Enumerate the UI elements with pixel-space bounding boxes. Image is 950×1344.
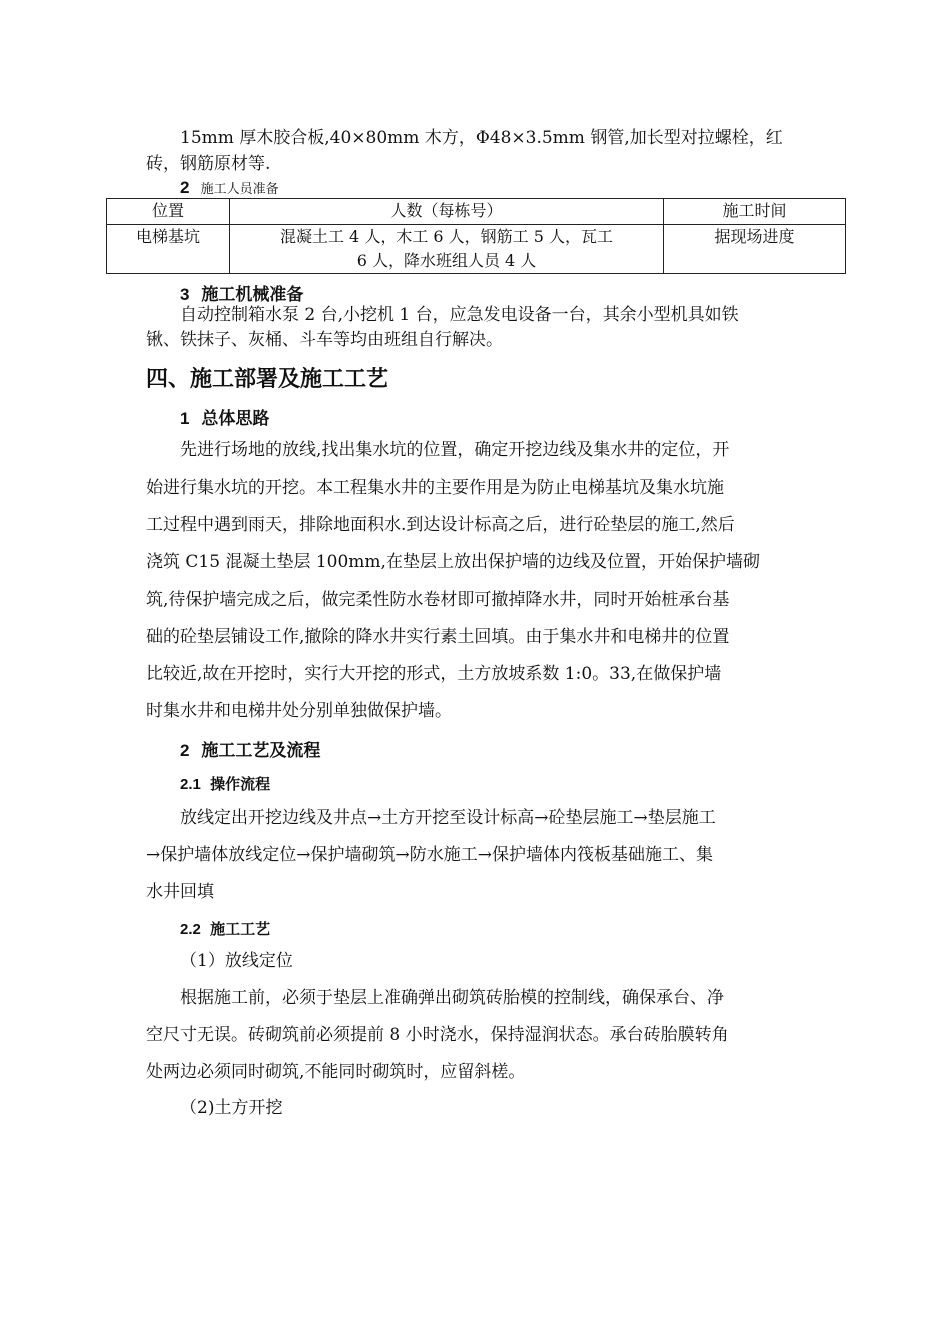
subsection-title: 操作流程 bbox=[210, 775, 271, 793]
techniques-line-3: 处两边必须同时砌筑,不能同时砌筑时，应留斜槎。 bbox=[146, 1062, 526, 1082]
header-location: 位置 bbox=[107, 199, 230, 225]
subsection-number: 2.2 bbox=[180, 921, 201, 938]
cell-time: 据现场进度 bbox=[664, 225, 846, 274]
overall-line-8: 时集水井和电梯井处分别单独做保护墙。 bbox=[146, 701, 452, 721]
overall-line-7: 比较近,故在开挖时，实行大开挖的形式，土方放坡系数 1:0。33,在做保护墙 bbox=[146, 664, 722, 684]
table-row bbox=[107, 225, 846, 274]
item-excavation-heading: （2)土方开挖 bbox=[180, 1098, 283, 1118]
cell-workers-line-1: 混凝土工 4 人，木工 6 人，钢筋工 5 人，瓦工 bbox=[279, 227, 614, 246]
techniques-line-1: 根据施工前，必须于垫层上准确弹出砌筑砖胎模的控制线，确保承台、净 bbox=[180, 988, 724, 1008]
subsection-heading-workflow bbox=[180, 773, 270, 794]
section-number: 2 bbox=[180, 741, 190, 760]
table-header-row bbox=[107, 199, 846, 225]
subsection-title: 施工工艺 bbox=[210, 920, 271, 938]
header-workers: 人数（每栋号） bbox=[230, 199, 664, 225]
subsection-heading-techniques bbox=[180, 918, 270, 939]
chapter-title: 四、施工部署及施工工艺 bbox=[146, 366, 389, 392]
overall-line-6: 础的砼垫层铺设工作,撤除的降水井实行素土回填。由于集水井和电梯井的位置 bbox=[146, 627, 730, 647]
workflow-line-2: →保护墙体放线定位→保护墙砌筑→防水施工→保护墙体内筏板基础施工、集 bbox=[146, 845, 713, 865]
section-heading-process bbox=[180, 736, 320, 761]
cell-workers bbox=[230, 225, 664, 274]
materials-line-2: 砖，钢筋原材等. bbox=[146, 154, 271, 174]
techniques-line-2: 空尺寸无误。砖砌筑前必须提前 8 小时浇水，保持湿润状态。承台砖胎膜转角 bbox=[146, 1025, 729, 1045]
overall-line-5: 筑,待保护墙完成之后，做完柔性防水卷材即可撤掉降水井，同时开始桩承台基 bbox=[146, 590, 730, 610]
overall-line-2: 始进行集水坑的开挖。本工程集水井的主要作用是为防止电梯基坑及集水坑施 bbox=[146, 478, 724, 498]
workflow-line-1: 放线定出开挖边线及井点→土方开挖至设计标高→砼垫层施工→垫层施工 bbox=[180, 808, 716, 828]
subsection-number: 2.1 bbox=[180, 776, 201, 793]
cell-workers-line-2: 6 人，降水班组人员 4 人 bbox=[356, 251, 537, 270]
staff-table bbox=[106, 198, 846, 274]
section-title: 总体思路 bbox=[201, 409, 270, 429]
section-number: 2 bbox=[180, 178, 190, 197]
section-heading-overall bbox=[180, 404, 269, 429]
section-title: 施工机械准备 bbox=[201, 285, 304, 305]
section-title: 施工工艺及流程 bbox=[201, 741, 321, 761]
header-time: 施工时间 bbox=[664, 199, 846, 225]
section-heading-staff bbox=[180, 178, 279, 198]
section-number: 1 bbox=[180, 409, 190, 428]
section-title: 施工人员准备 bbox=[200, 182, 279, 197]
machinery-line-2: 锹、铁抹子、灰桶、斗车等均由班组自行解决。 bbox=[146, 330, 503, 350]
section-number: 3 bbox=[180, 285, 190, 304]
section-heading-machinery bbox=[180, 280, 303, 305]
overall-line-4: 浇筑 C15 混凝土垫层 100mm,在垫层上放出保护墙的边线及位置，开始保护墙砌 bbox=[146, 552, 760, 572]
machinery-line-1: 自动控制箱水泵 2 台,小挖机 1 台，应急发电设备一台，其余小型机具如铁 bbox=[180, 305, 739, 325]
overall-line-1: 先进行场地的放线,找出集水坑的位置，确定开挖边线及集水井的定位，开 bbox=[180, 440, 730, 460]
overall-line-3: 工过程中遇到雨天，排除地面积水.到达设计标高之后，进行砼垫层的施工,然后 bbox=[146, 515, 735, 535]
cell-location: 电梯基坑 bbox=[107, 225, 230, 274]
materials-line-1: 15mm 厚木胶合板,40×80mm 木方，Φ48×3.5mm 钢管,加长型对拉螺栓，红 bbox=[180, 128, 783, 148]
item-layout-heading: （1）放线定位 bbox=[180, 951, 293, 971]
workflow-line-3: 水井回填 bbox=[146, 882, 214, 902]
